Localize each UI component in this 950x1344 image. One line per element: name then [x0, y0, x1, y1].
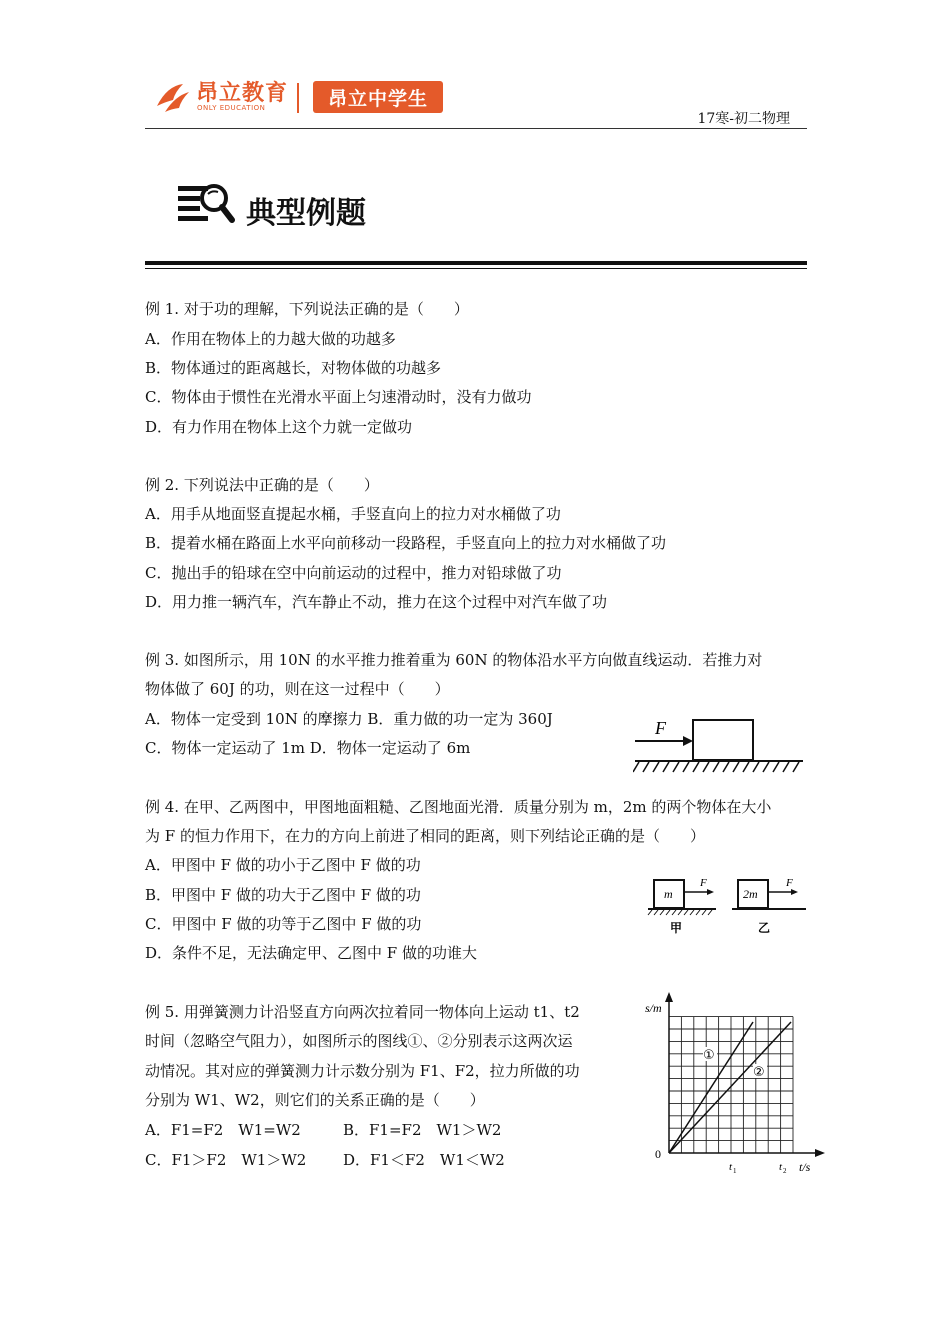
logo-mark-icon [153, 78, 193, 118]
search-document-icon [176, 180, 236, 224]
q5-x-axis-label: t/s [799, 1160, 811, 1174]
q4-option-a: A．甲图中 F 做的功小于乙图中 F 做的功 [145, 856, 421, 874]
q2-option-a: A．用手从地面竖直提起水桶，手竖直向上的拉力对水桶做了功 [145, 505, 561, 523]
q5-t2-sub: 2 [783, 1167, 787, 1175]
q3-stem-1: 例 3. 如图所示，用 10N 的水平推力推着重为 60N 的物体沿水平方向做直线运动．若推力对 [145, 651, 763, 669]
course-label: 17寒-初二物理 [697, 111, 790, 127]
q5-t2-label: t [779, 1161, 783, 1173]
q4-option-c: C．甲图中 F 做的功等于乙图中 F 做的功 [145, 915, 422, 933]
brand-badge: 昂立中学生 [313, 81, 443, 113]
q3-push-figure [633, 716, 805, 776]
q1-option-b: B．物体通过的距离越长，对物体做的功越多 [145, 359, 442, 377]
q4-mass-1: m [664, 887, 673, 901]
q1-option-a: A．作用在物体上的力越大做的功越多 [145, 330, 396, 348]
logo-divider [297, 83, 299, 113]
q3-options-ab: A．物体一定受到 10N 的摩擦力 B．重力做的功一定为 360J [145, 710, 553, 728]
q5-stem-1: 例 5. 用弹簧测力计沿竖直方向两次拉着同一物体向上运动 t1、t2 [145, 1003, 580, 1021]
q4-force-1: F [700, 877, 707, 889]
q2-stem: 例 2. 下列说法中正确的是（ ） [145, 476, 379, 494]
q1-option-c: C．物体由于惯性在光滑水平面上匀速滑动时，没有力做功 [145, 388, 532, 406]
q5-option-b: B．F1=F2 W1＞W2 [343, 1121, 502, 1139]
q3-options-cd: C．物体一定运动了 1m D．物体一定运动了 6m [145, 739, 471, 757]
q4-option-b: B．甲图中 F 做的功大于乙图中 F 做的功 [145, 886, 421, 904]
q5-line-1-label: ① [703, 1048, 715, 1063]
q5-option-d: D．F1＜F2 W1＜W2 [343, 1151, 505, 1169]
q4-option-d: D．条件不足，无法确定甲、乙图中 F 做的功谁大 [145, 944, 477, 962]
q4-stem-2: 为 F 的恒力作用下，在力的方向上前进了相同的距离，则下列结论正确的是（ ） [145, 827, 705, 845]
section-title: 典型例题 [246, 196, 366, 231]
q1-stem: 例 1. 对于功的理解，下列说法正确的是（ ） [145, 300, 469, 318]
q2-option-d: D．用力推一辆汽车，汽车静止不动，推力在这个过程中对汽车做了功 [145, 593, 608, 611]
q4-force-2: F [786, 877, 793, 889]
q4-figure [646, 874, 808, 936]
q5-y-axis-label: s/m [645, 1001, 662, 1015]
q5-stem-2: 时间（忽略空气阻力），如图所示的图线①、②分别表示这两次运 [145, 1032, 573, 1050]
q2-option-b: B．提着水桶在路面上水平向前移动一段路程，手竖直向上的拉力对水桶做了功 [145, 534, 667, 552]
q2-option-c: C．抛出手的铅球在空中向前运动的过程中，推力对铅球做了功 [145, 564, 562, 582]
section-rule-thick [145, 261, 807, 265]
q5-origin-label: 0 [655, 1147, 661, 1161]
q3-stem-2: 物体做了 60J 的功，则在这一过程中（ ） [145, 680, 450, 698]
q5-option-c: C．F1＞F2 W1＞W2 [145, 1151, 307, 1169]
header-rule [145, 128, 807, 129]
q3-force-label: F [655, 718, 666, 738]
q5-graph [645, 990, 825, 1175]
q1-option-d: D．有力作用在物体上这个力就一定做功 [145, 418, 413, 436]
q5-t1-label: t [729, 1161, 733, 1173]
q5-t1-sub: 1 [733, 1167, 737, 1175]
q4-mass-2: 2m [743, 887, 758, 901]
q5-stem-3: 动情况。其对应的弹簧测力计示数分别为 F1、F2，拉力所做的功 [145, 1062, 580, 1080]
q5-stem-4: 分别为 W1、W2，则它们的关系正确的是（ ） [145, 1091, 485, 1109]
q5-option-a: A．F1=F2 W1=W2 [145, 1121, 301, 1139]
brand-sub: ONLY EDUCATION [197, 104, 266, 112]
q5-line-2-label: ② [753, 1065, 765, 1080]
q4-stem-1: 例 4. 在甲、乙两图中，甲图地面粗糙、乙图地面光滑．质量分别为 m，2m 的两个物体在大小 [145, 798, 772, 816]
q4-label-1: 甲 [670, 921, 683, 935]
brand-name: 昂立教育 [196, 81, 289, 106]
section-rule-thin [145, 268, 807, 269]
q4-label-2: 乙 [758, 921, 771, 935]
